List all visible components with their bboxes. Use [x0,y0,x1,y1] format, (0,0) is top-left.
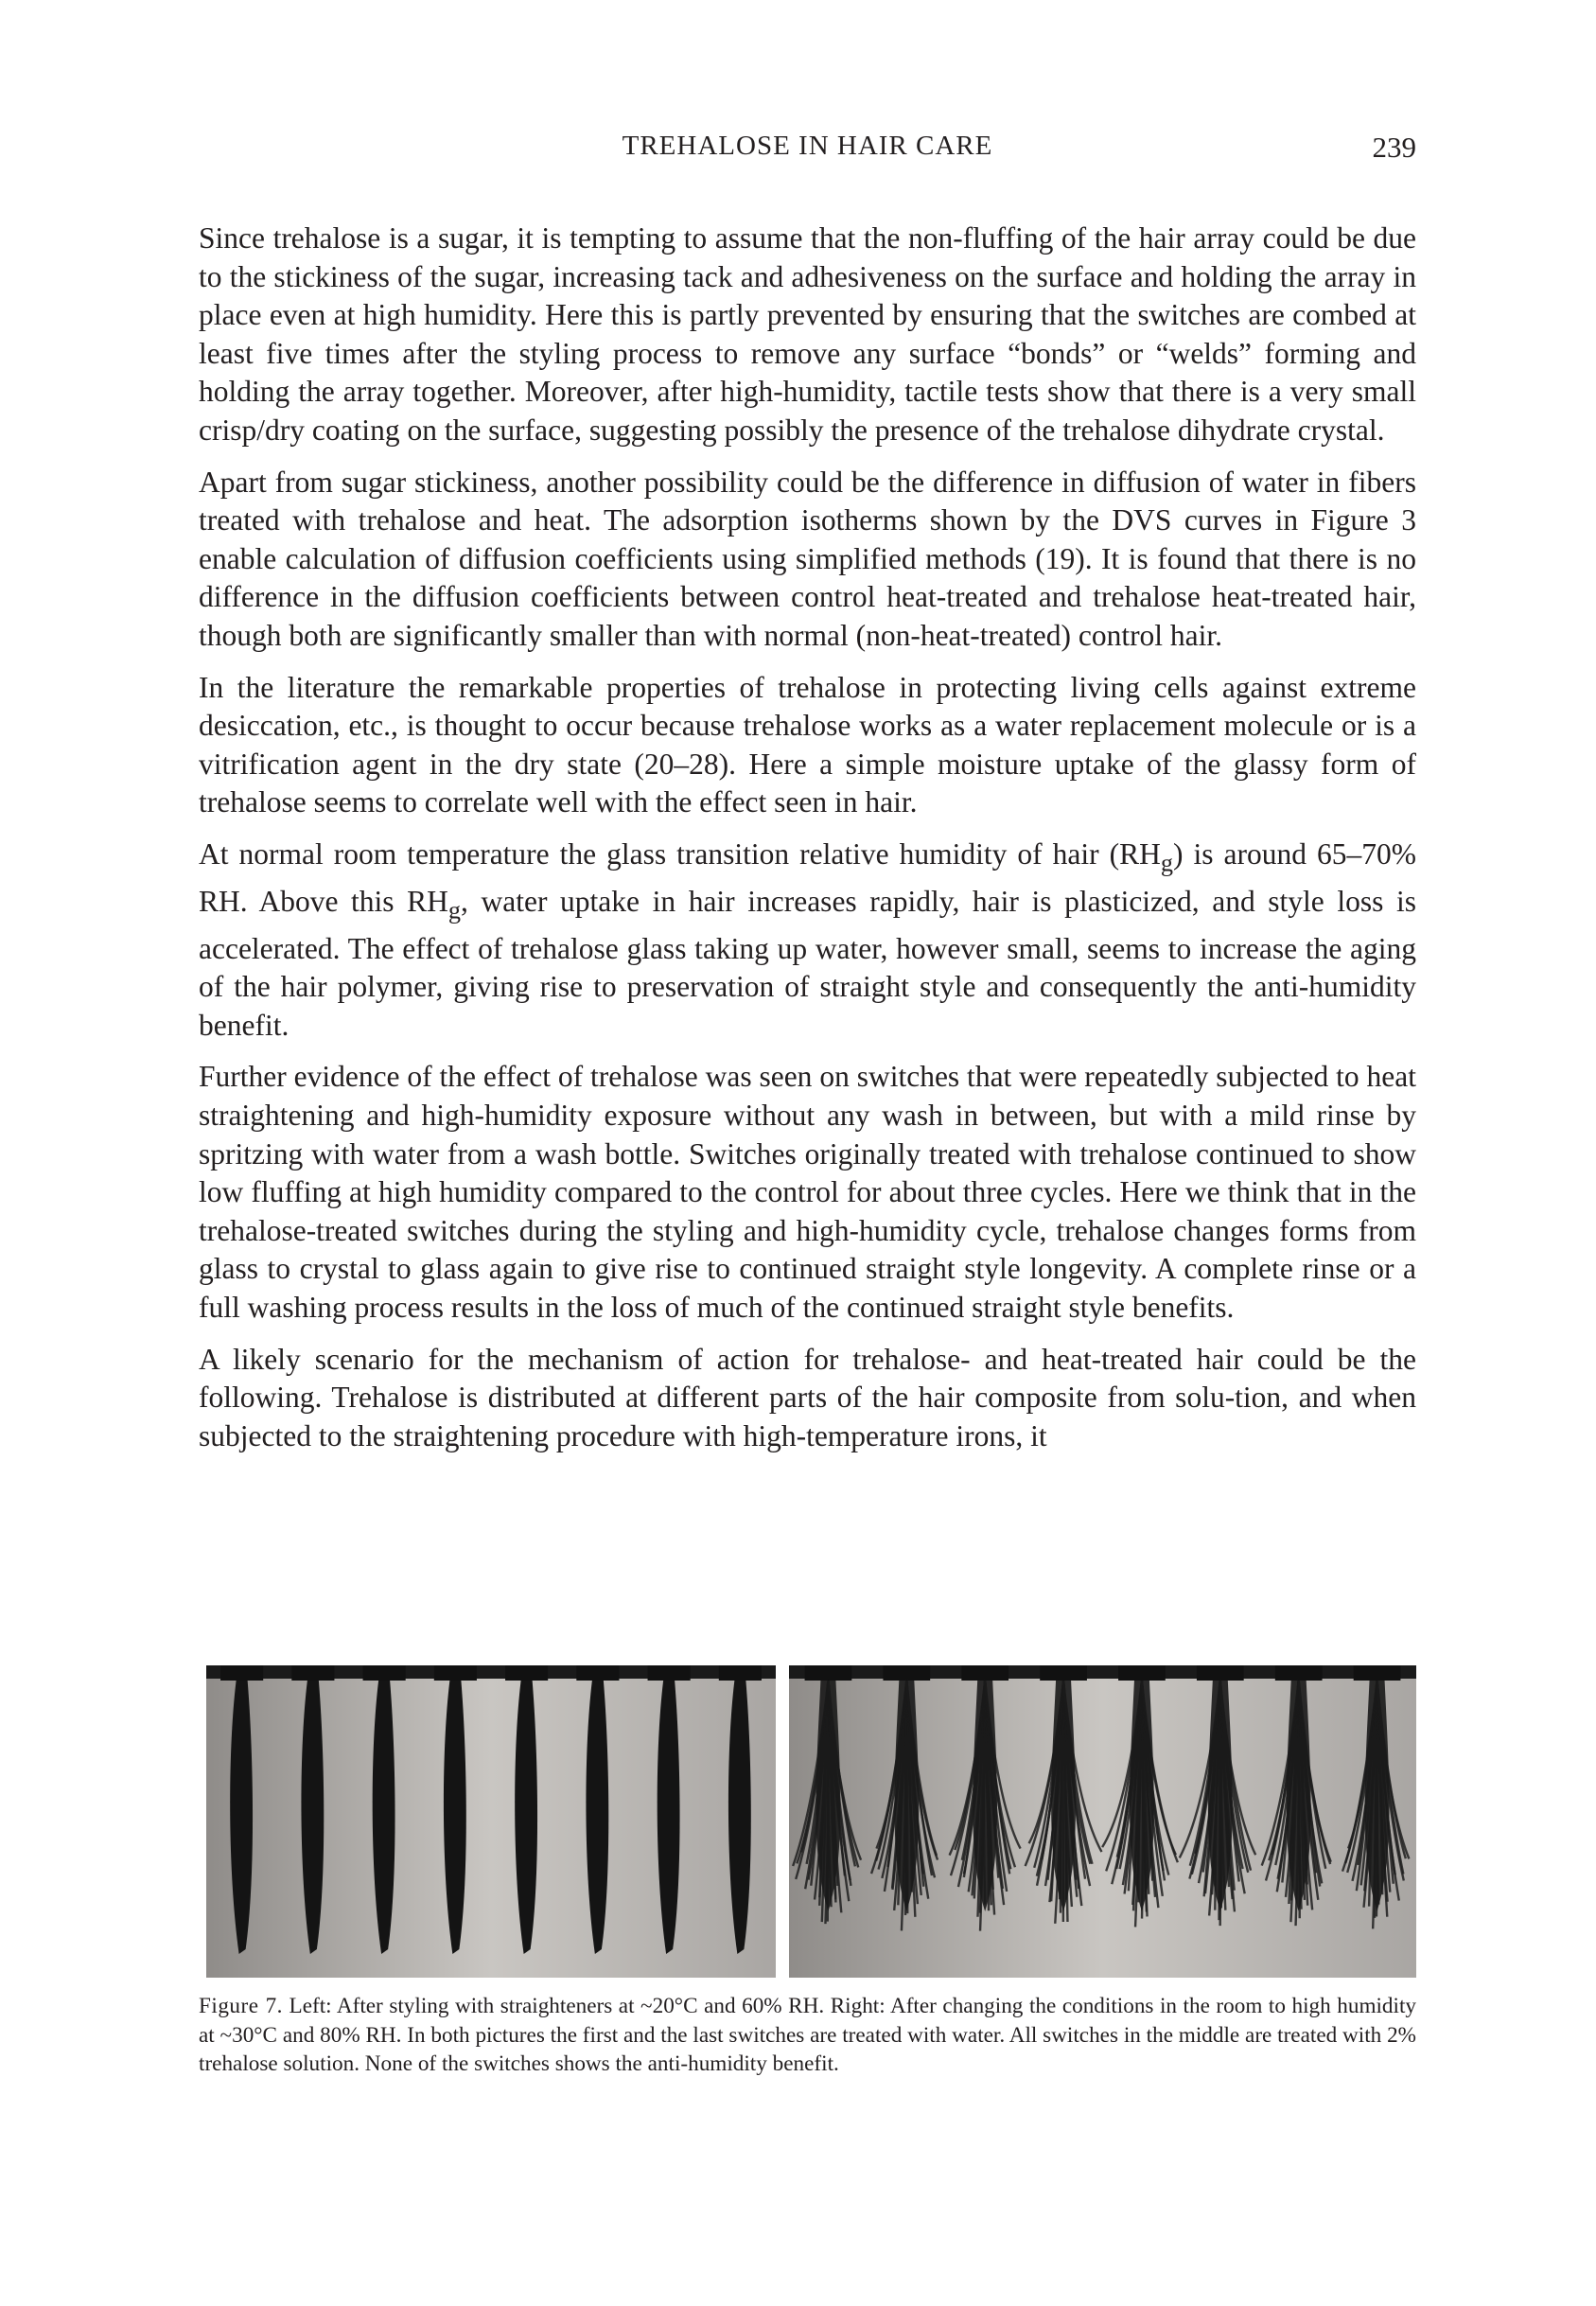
switch-clip [434,1665,477,1681]
paragraph-5: Further evidence of the effect of trehalose was seen on switches that were repeatedly subjected to heat straightening and high-humidity exposure without any wash in between, but with a mild rinse by spritzing with water from a wash bottle. Switches originally treated with trehalose continued to show low fluffing at high humidity compared to the control for about three cycles. Here we think that in the trehalose-treated switches during the styling and high-humidity cycle, trehalose changes forms from glass to crystal to glass again to give rise to continued straight style longevity. A complete rinse or a full washing process results in the loss of much of the continued straight style benefits. [199,1060,1416,1325]
switch-clip [648,1665,691,1681]
paragraph-4 [199,836,1416,1046]
hair-switches-left-image [206,1665,776,1978]
switch-clip [1118,1665,1166,1681]
subscript-g-1: g [1160,849,1173,877]
paragraph-2: Apart from sugar stickiness, another possibility could be the difference in diffusion of water in fibers treated with trehalose and heat. The adsorption isotherms shown by the DVS curves in Figure 3 enable calculation of diffusion coefficients using simplified methods (19). It is found that there is no difference in the diffusion coefficients between control heat-treated and trehalose heat-treated hair, though both are significantly smaller than with normal (non-heat-treated) control hair. [199,465,1416,652]
subscript-g-2: g [447,896,462,924]
switch-clip [363,1665,406,1681]
switch-clip [961,1665,1008,1681]
clip-bar [206,1665,776,1679]
switch-clip [291,1665,334,1681]
running-title: TREHALOSE IN HAIR CARE [622,131,993,161]
figure-caption-text: Left: After styling with straighteners at ~20°C and 60% RH. Right: After changing the conditions in the room to high humidity at ~30°C and 80% RH. In both pictures the first and the last switches are treated with water. All switches in the middle are treated with 2% trehalose solution. None of the switches shows the anti-humidity benefit. [199,1994,1417,2076]
switch-clip [220,1665,263,1681]
switch-clip [1040,1665,1087,1681]
paragraph-4-part-b: ) is around 65–70% RH. Above this RH [199,836,1416,918]
paragraph-1: Since trehalose is a sugar, it is tempting to assume that the non-fluffing of the hair array could be due to the stickiness of the sugar, increasing tack and adhesiveness on the surface and holding the array in place even at high humidity. Here this is partly prevented by ensuring that the switches are combed at least five times after the styling process to remove any surface “bonds” or “welds” forming and holding the array together. Moreover, after high-humidity, tactile tests show that there is a very small crisp/dry coating on the surface, suggesting possibly the presence of the trehalose dihydrate crystal. [199,221,1416,447]
switch-clip [1354,1665,1401,1681]
photo-left-straight-switches [206,1665,776,1978]
switch-clip [1275,1665,1323,1681]
figure-label: Figure 7. [199,1994,283,2018]
switch-clip [719,1665,762,1681]
switch-clip [576,1665,619,1681]
figure-caption [199,1992,1416,2079]
paragraph-6: A likely scenario for the mechanism of action for trehalose- and heat-treated hair could be the following. Trehalose is distributed at different parts of the hair composite from solu-tion, and when subjected to the straightening procedure with high-temperature irons, it [199,1342,1416,1452]
photo-right-humid-switches [789,1665,1416,1978]
hair-switches-right-image [789,1665,1416,1978]
page-header [199,131,1416,168]
switch-clip [1197,1665,1244,1681]
paragraph-3: In the literature the remarkable properties of trehalose in protecting living cells against extreme desiccation, etc., is thought to occur because trehalose works as a water replacement molecule or is a vitrification agent in the dry state (20–28). Here a simple moisture uptake of the glassy form of trehalose seems to correlate well with the effect seen in hair. [199,670,1416,819]
page-number: 239 [1372,131,1416,164]
switch-clip [805,1665,852,1681]
paragraph-4-part-a: At normal room temperature the glass transition relative humidity of hair (RH [199,836,1161,871]
body-text [199,220,1416,1469]
switch-clip [505,1665,548,1681]
paragraph-4-part-c: , water uptake in hair increases rapidly, hair is plasticized, and style loss is accelerated. The effect of trehalose glass taking up water, however small, seems to increase the aging of the hair polymer, giving rise to preservation of straight style and consequently the anti-humidity benefit. [199,884,1416,1042]
switch-clip [883,1665,930,1681]
